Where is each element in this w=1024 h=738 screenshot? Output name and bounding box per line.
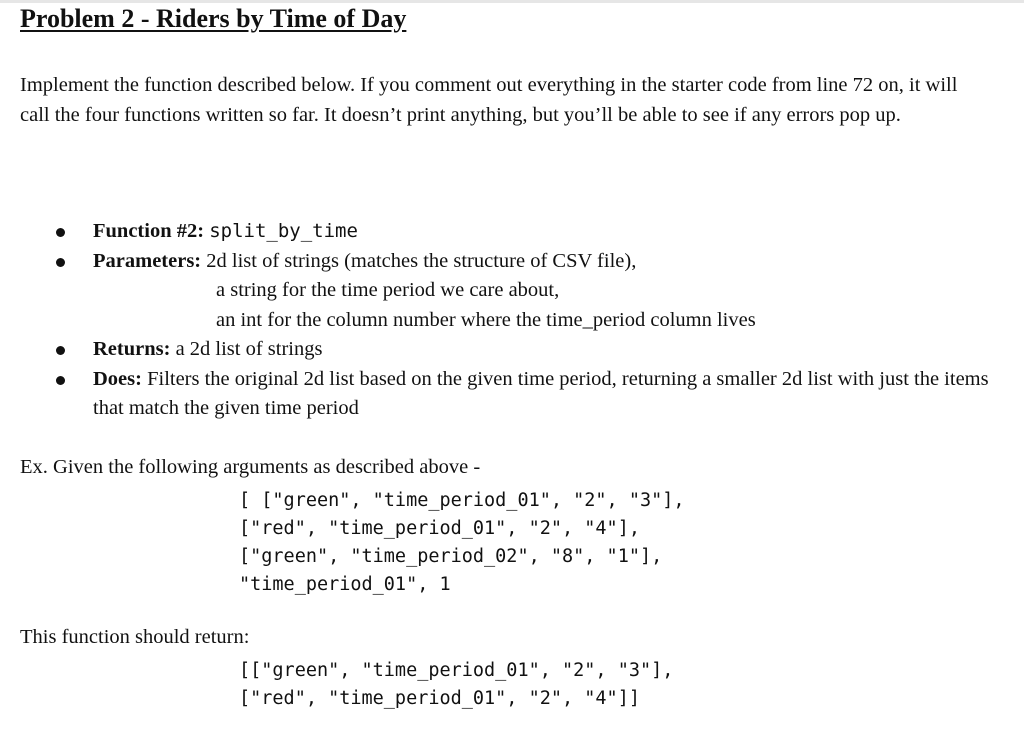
example-label: Ex. Given the following arguments as described above -: [20, 456, 481, 478]
spec-does-value: Filters the original 2d list based on the given time period, returning a smaller 2d list with just the items that match the given time period: [93, 367, 989, 419]
bullet-icon: [56, 228, 65, 237]
top-divider: [0, 0, 1024, 3]
example-arguments-code: [239, 487, 685, 599]
spec-returns-value: a 2d list of strings: [175, 338, 323, 360]
bullet-icon: [56, 258, 65, 267]
return-label: This function should return:: [20, 626, 250, 648]
code-line: [ ["green", "time_period_01", "2", "3"],: [239, 490, 685, 511]
code-line: ["red", "time_period_01", "2", "4"]]: [239, 688, 640, 709]
code-line: "time_period_01", 1: [239, 574, 451, 595]
page-title: Problem 2 - Riders by Time of Day: [20, 4, 407, 33]
example-return-code: [239, 657, 673, 713]
spec-list: [0, 217, 1000, 424]
spec-parameter-line: a string for the time period we care about,: [216, 279, 560, 301]
spec-item-function: [0, 217, 1000, 247]
spec-function-label: Function #2:: [93, 220, 205, 242]
spec-parameter-line: an int for the column number where the time_period column lives: [216, 308, 756, 331]
spec-does-label: Does:: [93, 367, 142, 390]
spec-item-parameters: [0, 247, 1000, 336]
spec-parameter-line: 2d list of strings (matches the structure of CSV file),: [206, 249, 637, 272]
code-line: ["red", "time_period_01", "2", "4"],: [239, 518, 640, 539]
spec-item-returns: [0, 335, 1000, 365]
spec-item-does: [0, 365, 1000, 424]
bullet-icon: [56, 376, 65, 385]
intro-paragraph: Implement the function described below. If you comment out everything in the starter code from line 72 on, it will call the four functions written so far. It doesn’t print anything, but you’ll be able to see if any errors pop up.: [20, 74, 958, 126]
spec-returns-label: Returns:: [93, 338, 171, 360]
code-line: [["green", "time_period_01", "2", "3"],: [239, 660, 674, 681]
code-line: ["green", "time_period_02", "8", "1"],: [239, 546, 663, 567]
bullet-icon: [56, 346, 65, 355]
spec-parameters-label: Parameters:: [93, 249, 202, 272]
spec-function-name: split_by_time: [209, 220, 358, 242]
